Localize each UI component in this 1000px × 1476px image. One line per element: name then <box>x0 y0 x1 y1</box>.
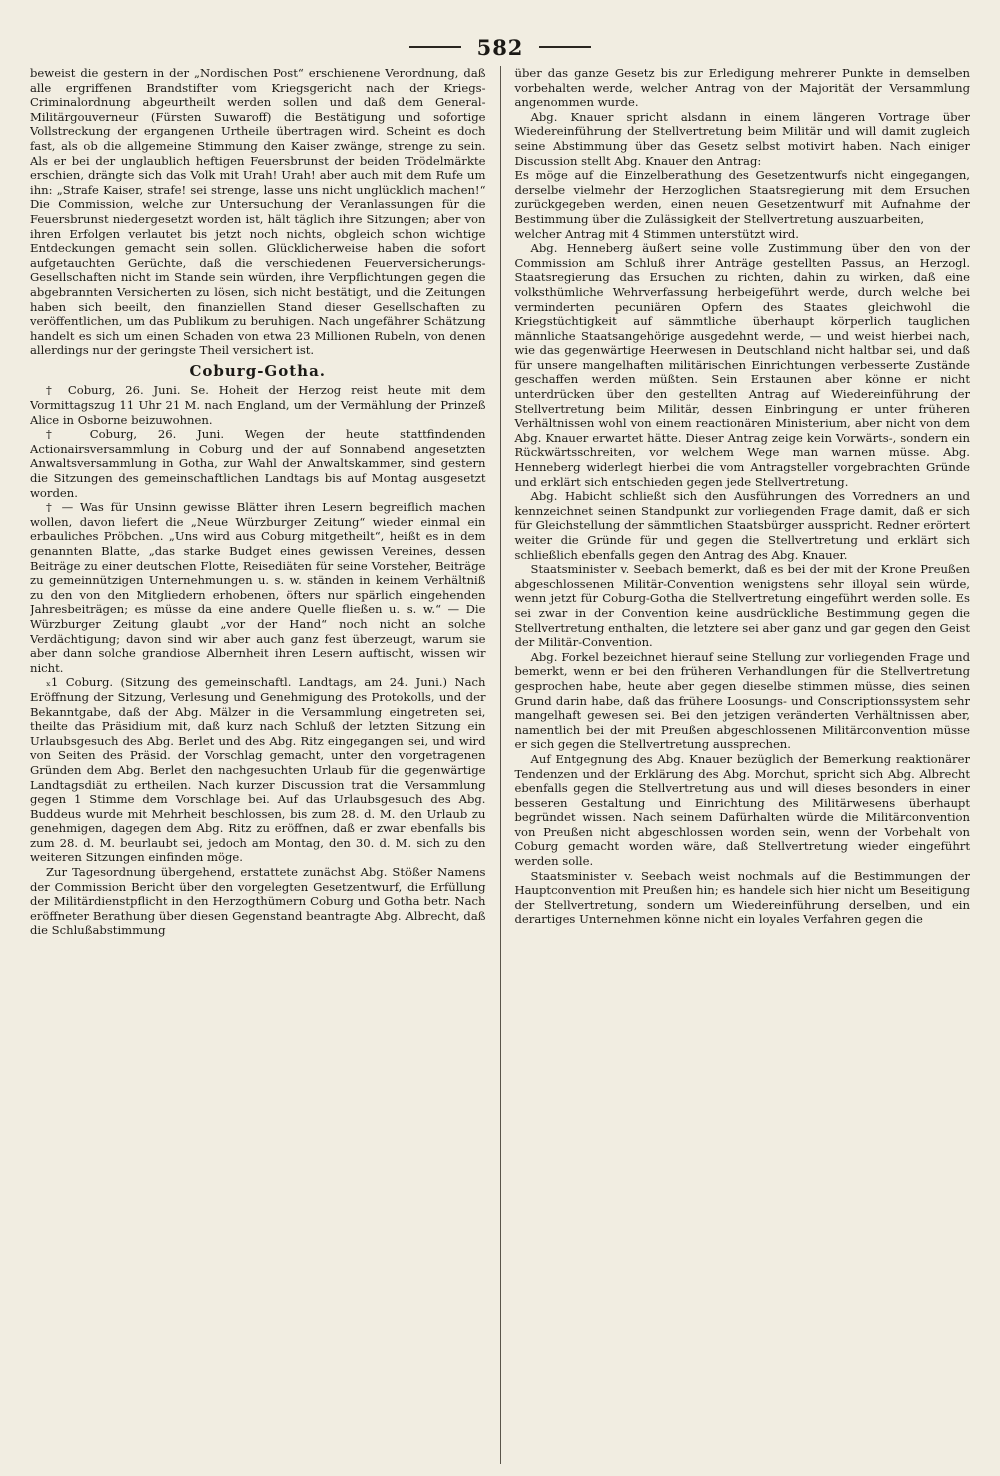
paragraph: Abg. Habicht schließt sich den Ausführungen des Vorredners an und kennzeichnet seinen Standpunkt zur vorliegenden Frage damit, daß er sich für Gleichstellung der sämmtlichen Staatsbürger ausspricht. Redner erörtert weiter die Gründe für und gegen die Stellvertretung und erklärt sich schließlich ebenfalls gegen den Antrag des Abg. Knauer. <box>514 489 970 562</box>
paragraph: † — Was für Unsinn gewisse Blätter ihren Lesern begreiflich machen wollen, davon liefert die „Neue Würzburger Zeitung“ wieder einmal ein erbauliches Pröbchen. „Uns wird aus Coburg mitgetheilt“, heißt es in dem genannten Blatte, „das starke Budget eines gewissen Vereines, dessen Beiträge zu einer deutschen Flotte, Reisediäten für seine Vorsteher, Beiträge zu gemeinnützigen Unternehmungen u. s. w. ständen in keinem Verhältniß zu den von den Mitgliedern erhobenen, öfters nur spärlich eingehenden Jahresbeiträgen; es müsse da eine andere Quelle fließen u. s. w.“ — Die Würzburger Zeitung glaubt „vor der Hand“ noch nicht an solche Verdächtigung; davon sind wir aber auch ganz fest überzeugt, warum sie aber dann solche grandiose Albernheit ihren Lesern auftischt, wissen wir nicht. <box>30 500 486 675</box>
paragraph: † Coburg, 26. Juni. Wegen der heute stattfindenden Actionairsversammlung in Coburg und der auf Sonnabend angesetzten Anwaltsversammlung in Gotha, zur Wahl der Anwaltskammer, sind gestern die Sitzungen des gemeinschaftlichen Landtags bis auf Montag ausgesetzt worden. <box>30 427 486 500</box>
paragraph: beweist die gestern in der „Nordischen Post“ erschienene Verordnung, daß alle ergriffenen Brandstifter vom Kriegsgericht nach der Kriegs-Criminalordnung abgeurtheilt werden sollen und daß dem General-Militärgouverneur (Fürsten Suwaroff) die Bestätigung und sofortige Vollstreckung der ergangenen Urtheile übertragen wird. Scheint es doch fast, als ob die allgemeine Stimmung den Kaiser zwänge, strenge zu sein. Als er bei der unglaublich heftigen Feuersbrunst der beiden Trödelmärkte erschien, drängte sich das Volk mit Urah! Urah! aber auch mit dem Rufe um ihn: „Strafe Kaiser, strafe! sei strenge, lasse uns nicht unglücklich machen!“ Die Commission, welche zur Untersuchung der Veranlassungen für die Feuersbrunst niedergesetzt worden ist, hält täglich ihre Sitzungen; aber von ihren Erfolgen verlautet bis jetzt noch nichts, obgleich schon wichtige Entdeckungen gemacht sein sollen. Glücklicherweise haben die sofort aufgetauchten Gerüchte, daß die verschiedenen Feuerversicherungs-Gesellschaften nicht im Stande sein würden, ihre Verpflichtungen gegen die abgebrannten Versicherten zu lösen, sich nicht bestätigt, und die Zeitungen haben sich beeilt, den finanziellen Stand dieser Gesellschaften zu veröffentlichen, um das Publikum zu beruhigen. Nach ungefährer Schätzung handelt es sich um einen Schaden von etwa 23 Millionen Rubeln, von denen allerdings nur der geringste Theil versichert ist. <box>30 66 486 358</box>
paragraph: Zur Tagesordnung übergehend, erstattete zunächst Abg. Stößer Namens der Commission Bericht über den vorgelegten Gesetzentwurf, die Erfüllung der Militärdienstpflicht in den Herzogthümern Coburg und Gotha betr. Nach eröffneter Berathung über diesen Gegenstand beantragte Abg. Albrecht, daß die Schlußabstimmung <box>30 865 486 938</box>
paragraph: Abg. Knauer spricht alsdann in einem längeren Vortrage über Wiedereinführung der Stellvertretung beim Militär und will damit zugleich seine Abstimmung über das Gesetz selbst motivirt haben. Nach einiger Discussion stellt Abg. Knauer den Antrag: <box>514 109 970 168</box>
right-column <box>501 66 971 1464</box>
paragraph: Abg. Forkel bezeichnet hierauf seine Stellung zur vorliegenden Frage und bemerkt, wenn er bei den früheren Verhandlungen für die Stellvertretung gesprochen habe, heute aber gegen dieselbe stimmen müsse, dies seinen Grund darin habe, daß das frühere Loosungs- und Conscriptionssystem sehr mangelhaft gewesen sei. Bei den jetzigen veränderten Verhältnissen aber, namentlich bei der mit Preußen abgeschlossenen Militärconvention müsse er sich gegen die Stellvertretung aussprechen. <box>514 649 970 752</box>
paragraph: ₓ1 Coburg. (Sitzung des gemeinschaftl. Landtags, am 24. Juni.) Nach Eröffnung der Sitzung, Verlesung und Genehmigung des Protokolls, und der Bekanntgabe, daß der Abg. Mälzer in die Versammlung eingetreten sei, theilte das Präsidium mit, daß kurz nach Schluß der letzten Sitzung ein Urlaubsgesuch des Abg. Berlet und des Abg. Ritz eingegangen sei, und wird von Seiten des Präsid. der Vorschlag gemacht, unter den vorgetragenen Gründen dem Abg. Berlet den nachgesuchten Urlaub für die gegenwärtige Landtagsdiät zu ertheilen. Nach kurzer Discussion trat die Versammlung gegen 1 Stimme dem Vorschlage bei. Auf das Urlaubsgesuch des Abg. Buddeus wurde mit Mehrheit beschlossen, bis zum 28. d. M. den Urlaub zu genehmigen, dagegen dem Abg. Ritz zu eröffnen, daß er zwar ebenfalls bis zum 28. d. M. beurlaubt sei, jedoch am Montag, den 30. d. M. sich zu den weiteren Sitzungen einfinden möge. <box>30 675 486 865</box>
header-rule-left <box>409 46 461 48</box>
paragraph: Staatsminister v. Seebach bemerkt, daß es bei der mit der Krone Preußen abgeschlossenen Militär-Convention wenigstens sehr illoyal sein würde, wenn jetzt für Coburg-Gotha die Stellvertretung eingeführt werden solle. Es sei zwar in der Convention keine ausdrückliche Bestimmung gegen die Stellvertretung enthalten, die letztere sei aber ganz und gar gegen den Geist der Militär-Convention. <box>514 562 970 650</box>
paragraph: welcher Antrag mit 4 Stimmen unterstützt wird. <box>514 226 799 241</box>
page-header <box>30 28 970 66</box>
page-number: 582 <box>476 34 524 60</box>
header-rule-right <box>539 46 591 48</box>
motion-quote: Es möge auf die Einzelberathung des Gesetzentwurfs nicht eingegangen, derselbe vielmehr der Herzoglichen Staatsregierung mit dem Ersuchen zurückgegeben werden, einen neuen Gesetzentwurf mit Aufnahme der Bestimmung über die Zulässigkeit der Stellvertretung auszuarbeiten, <box>514 168 970 226</box>
paragraph: † Coburg, 26. Juni. Se. Hoheit der Herzog reist heute mit dem Vormittagszug 11 Uhr 21 M. nach England, um der Vermählung der Prinzeß Alice in Osborne beizuwohnen. <box>30 383 486 427</box>
paragraph: Auf Entgegnung des Abg. Knauer bezüglich der Bemerkung reaktionärer Tendenzen und der Erklärung des Abg. Morchut, spricht sich Abg. Albrecht ebenfalls gegen die Stellvertretung aus und will dieses besonders in einer besseren Gestaltung und Einrichtung des Militärwesens überhaupt begründet wissen. Nach seinem Dafürhalten würde die Militärconvention von Preußen nicht abgeschlossen worden sein, wenn der Vorbehalt von Coburg gemacht worden wäre, daß Stellvertretung wieder eingeführt werden solle. <box>514 751 970 869</box>
section-title: Coburg-Gotha. <box>189 361 327 380</box>
paragraph: über das ganze Gesetz bis zur Erledigung mehrerer Punkte in demselben vorbehalten werde, welcher Antrag von der Majorität der Versammlung angenommen wurde. <box>514 66 970 110</box>
paragraph: Staatsminister v. Seebach weist nochmals auf die Bestimmungen der Hauptconvention mit Preußen hin; es handele sich hier nicht um Beseitigung der Stellvertretung, sondern um Wiedereinführung derselben, und ein derartiges Unternehmen könne nicht ein loyales Verfahren gegen die <box>514 868 970 927</box>
paragraph: Abg. Henneberg äußert seine volle Zustimmung über den von der Commission am Schluß ihrer Anträge gestellten Passus, an Herzogl. Staatsregierung das Ersuchen zu richten, dahin zu wirken, daß eine volksthümliche Wehrverfassung herbeigeführt werde, durch welche bei verminderten pecuniären Opfern des Staates gleichwohl die Kriegstüchtigkeit auf sämmtliche überhaupt körperlich tauglichen männliche Staatsangehörige ausgedehnt werde, — und weist hierbei nach, wie das gegenwärtige Heerwesen in Deutschland nicht haltbar sei, und daß für unsere mangelhaften militärischen Einrichtungen verbesserte Zustände geschaffen werden müßten. Sein Erstaunen aber könne er nicht unterdrücken über den gestellten Antrag auf Wiedereinführung der Stellvertretung beim Militär, dessen Einbringung er unter früheren Verhältnissen wohl von einem reactionären Ministerium, aber nicht von dem Abg. Knauer erwartet hätte. Dieser Antrag zeige kein Vorwärts-, sondern ein Rückwärtsschreiten, vor welchem Wege man warnen müsse. Abg. Henneberg widerlegt hierbei die vom Antragsteller vorgebrachten Gründe und erklärt sich entschieden gegen jede Stellvertretung. <box>514 241 970 489</box>
left-column <box>30 66 500 1464</box>
article-columns <box>30 66 970 1464</box>
